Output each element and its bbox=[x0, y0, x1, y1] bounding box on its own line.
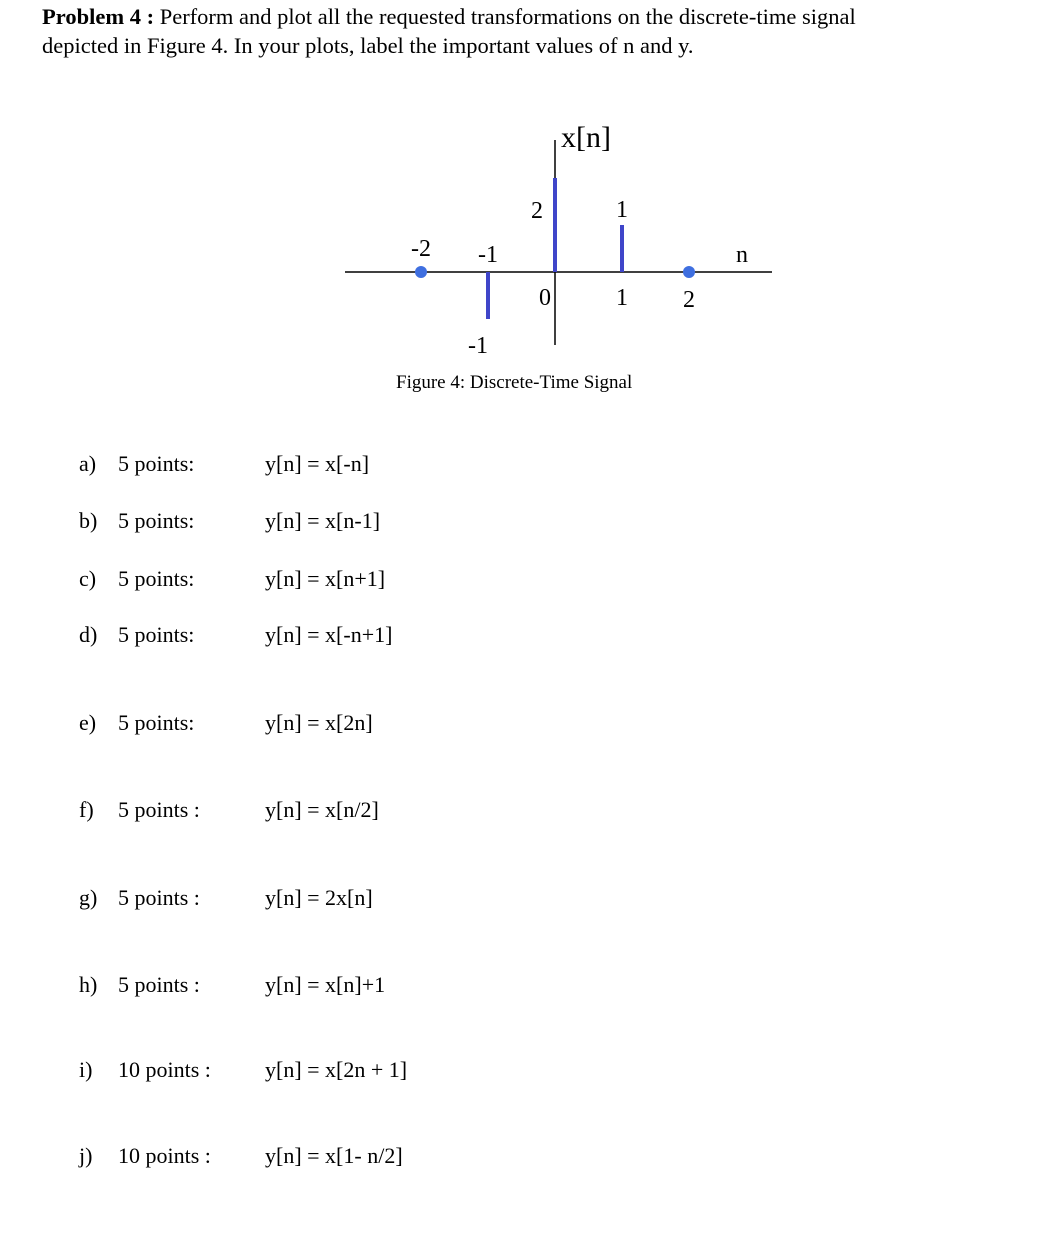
tick-label-n0: 0 bbox=[539, 285, 551, 311]
part-formula: y[n] = x[n]+1 bbox=[265, 972, 386, 997]
signal-figure bbox=[0, 0, 1048, 420]
value-labels bbox=[468, 197, 628, 359]
part-points: 5 points: bbox=[118, 508, 195, 533]
part-formula: y[n] = x[-n] bbox=[265, 451, 370, 476]
tick-label-n2: 2 bbox=[683, 287, 695, 313]
part-formula: y[n] = x[-n+1] bbox=[265, 622, 393, 647]
part-points: 5 points: bbox=[118, 566, 195, 591]
part-formula: y[n] = x[1- n/2] bbox=[265, 1143, 403, 1168]
value-label-n0: 2 bbox=[531, 198, 543, 224]
part-points: 5 points: bbox=[118, 451, 195, 476]
part-points: 5 points : bbox=[118, 972, 200, 997]
part-points: 10 points : bbox=[118, 1057, 211, 1082]
part-letter: a) bbox=[79, 451, 97, 476]
part-points: 5 points : bbox=[118, 885, 200, 910]
part-formula: y[n] = x[2n + 1] bbox=[265, 1057, 408, 1082]
part-points: 5 points : bbox=[118, 797, 200, 822]
part-letter: i) bbox=[79, 1057, 93, 1082]
tick-label-n1: 1 bbox=[616, 285, 628, 311]
part-formula: y[n] = x[2n] bbox=[265, 710, 373, 735]
tick-label-n-1: -1 bbox=[478, 242, 498, 268]
part-letter: c) bbox=[79, 566, 97, 591]
part-formula: y[n] = x[n+1] bbox=[265, 566, 386, 591]
part-letter: h) bbox=[79, 972, 98, 997]
part-letter: e) bbox=[79, 710, 97, 735]
part-points: 5 points: bbox=[118, 710, 195, 735]
zero-sample-dot-n-2 bbox=[415, 266, 427, 278]
zero-sample-dot-n2 bbox=[683, 266, 695, 278]
part-formula: y[n] = 2x[n] bbox=[265, 885, 373, 910]
value-label-n-1: -1 bbox=[468, 333, 488, 359]
part-letter: b) bbox=[79, 508, 98, 533]
axis-label-n: n bbox=[736, 242, 748, 268]
problem-label: Problem 4 : bbox=[42, 4, 155, 29]
part-points: 5 points: bbox=[118, 622, 195, 647]
part-formula: y[n] = x[n/2] bbox=[265, 797, 379, 822]
problem-text-line-1: Perform and plot all the requested transformations on the discrete-time signal bbox=[159, 4, 856, 29]
tick-label-n-2: -2 bbox=[411, 236, 431, 262]
part-letter: f) bbox=[79, 797, 94, 822]
part-letter: j) bbox=[79, 1143, 93, 1168]
part-letter: d) bbox=[79, 622, 98, 647]
part-letter: g) bbox=[79, 885, 98, 910]
part-formula: y[n] = x[n-1] bbox=[265, 508, 381, 533]
value-label-n1: 1 bbox=[616, 197, 628, 223]
signal-label: x[n] bbox=[561, 121, 611, 154]
figure-caption: Figure 4: Discrete-Time Signal bbox=[396, 372, 633, 393]
problem-text-line-2: depicted in Figure 4. In your plots, label the important values of n and y. bbox=[42, 33, 694, 58]
part-points: 10 points : bbox=[118, 1143, 211, 1168]
